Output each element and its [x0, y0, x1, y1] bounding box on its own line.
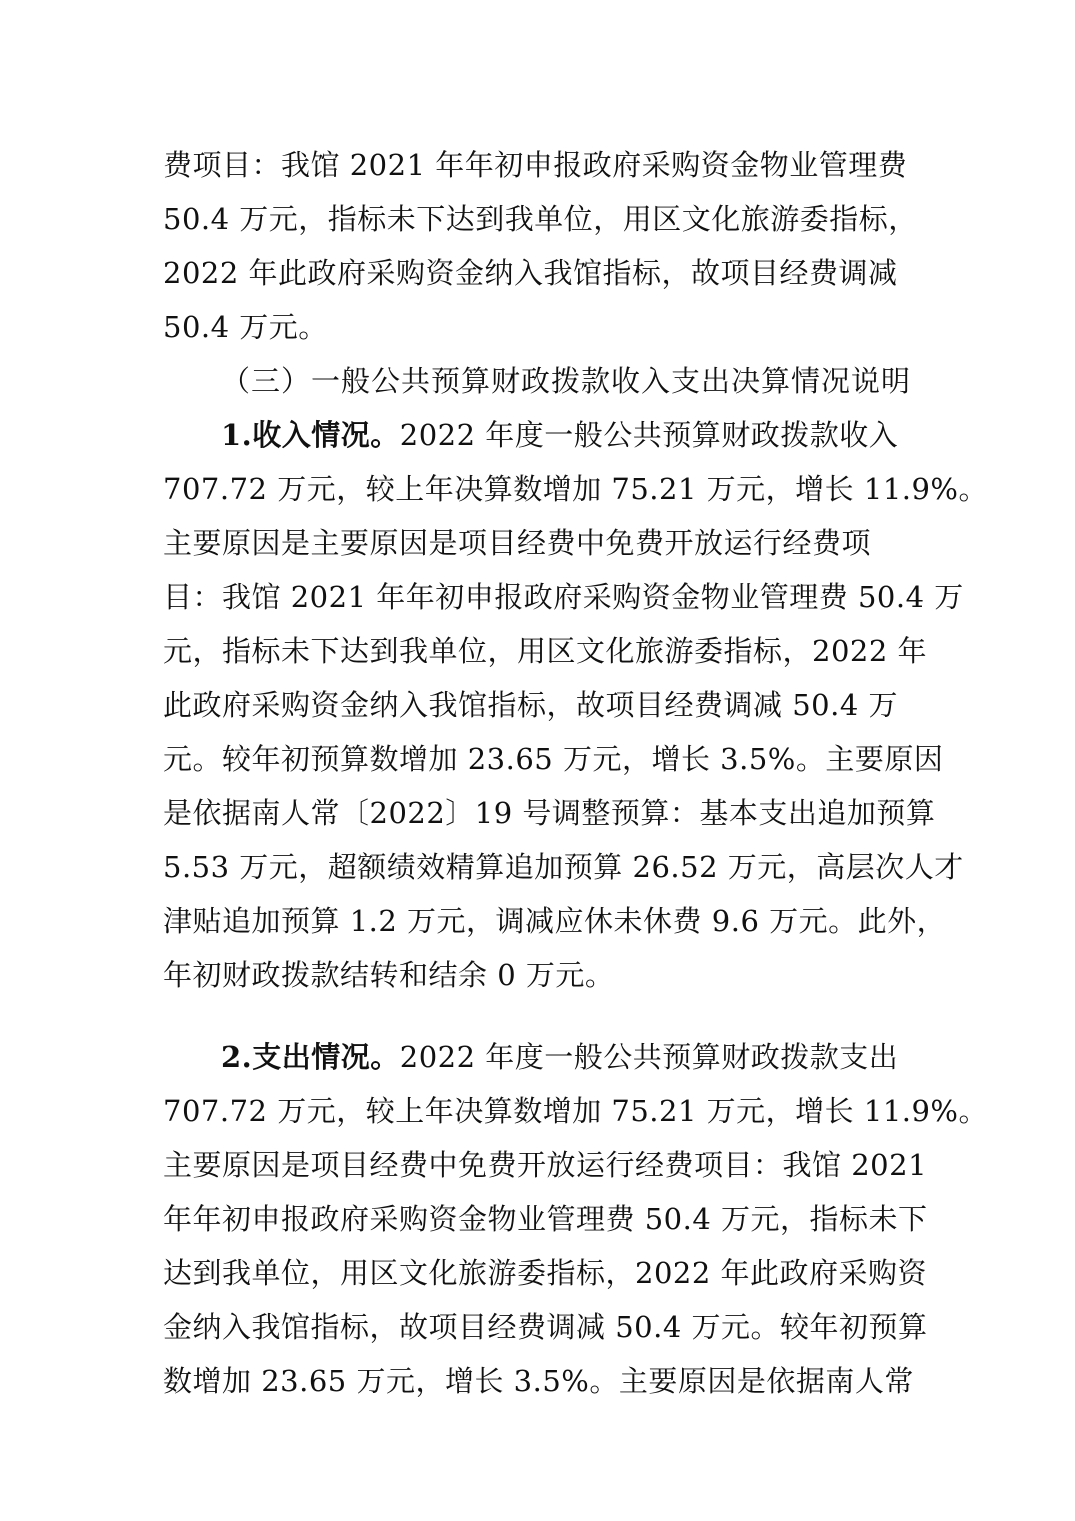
- income-lead: 1.收入情况。: [221, 418, 400, 452]
- text-line: 主要原因是项目经费中免费开放运行经费项目：我馆 2021: [163, 1148, 928, 1182]
- text-line: 年年初申报政府采购资金物业管理费 50.4 万元，指标未下: [163, 1202, 928, 1236]
- text-line: 是依据南人常〔2022〕19 号调整预算：基本支出追加预算: [163, 796, 936, 830]
- text-line: 金纳入我馆指标，故项目经费调减 50.4 万元。较年初预算: [163, 1310, 928, 1344]
- text-line: 费项目：我馆 2021 年年初申报政府采购资金物业管理费: [163, 148, 908, 182]
- text-line: 主要原因是主要原因是项目经费中免费开放运行经费项: [163, 526, 872, 560]
- text-line: 目：我馆 2021 年年初申报政府采购资金物业管理费 50.4 万: [163, 580, 964, 614]
- section-heading: （三）一般公共预算财政拨款收入支出决算情况说明: [221, 364, 912, 398]
- text-line: 年初财政拨款结转和结余 0 万元。: [163, 958, 615, 992]
- text-line: 元。较年初预算数增加 23.65 万元，增长 3.5%。主要原因: [163, 742, 944, 776]
- text-line: 津贴追加预算 1.2 万元，调减应休未休费 9.6 万元。此外，: [163, 904, 947, 938]
- text-line: [163, 1030, 913, 1084]
- income-paragraph: [163, 408, 988, 1002]
- income-first-line: 2022 年度一般公共预算财政拨款收入: [399, 418, 899, 452]
- expense-first-line: 2022 年度一般公共预算财政拨款支出: [399, 1040, 899, 1074]
- text-line: 707.72 万元，较上年决算数增加 75.21 万元，增长 11.9%。: [163, 472, 988, 506]
- expense-paragraph: [163, 1030, 988, 1408]
- text-line: 50.4 万元。: [163, 310, 328, 344]
- text-line: 此政府采购资金纳入我馆指标，故项目经费调减 50.4 万: [163, 688, 899, 722]
- document-page: [163, 138, 988, 1408]
- text-line: 5.53 万元，超额绩效精算追加预算 26.52 万元，高层次人才: [163, 850, 964, 884]
- paragraph-continued: [163, 138, 918, 354]
- text-line: 707.72 万元，较上年决算数增加 75.21 万元，增长 11.9%。: [163, 1094, 988, 1128]
- expense-lead: 2.支出情况。: [221, 1040, 400, 1074]
- text-line: [163, 408, 913, 462]
- text-line: 数增加 23.65 万元，增长 3.5%。主要原因是依据南人常: [163, 1364, 914, 1398]
- paragraph-gap: [163, 1002, 913, 1030]
- text-line: 达到我单位，用区文化旅游委指标，2022 年此政府采购资: [163, 1256, 928, 1290]
- text-line: 50.4 万元，指标未下达到我单位，用区文化旅游委指标，: [163, 202, 918, 236]
- text-line: 元，指标未下达到我单位，用区文化旅游委指标，2022 年: [163, 634, 928, 668]
- text-line: 2022 年此政府采购资金纳入我馆指标，故项目经费调减: [163, 256, 898, 290]
